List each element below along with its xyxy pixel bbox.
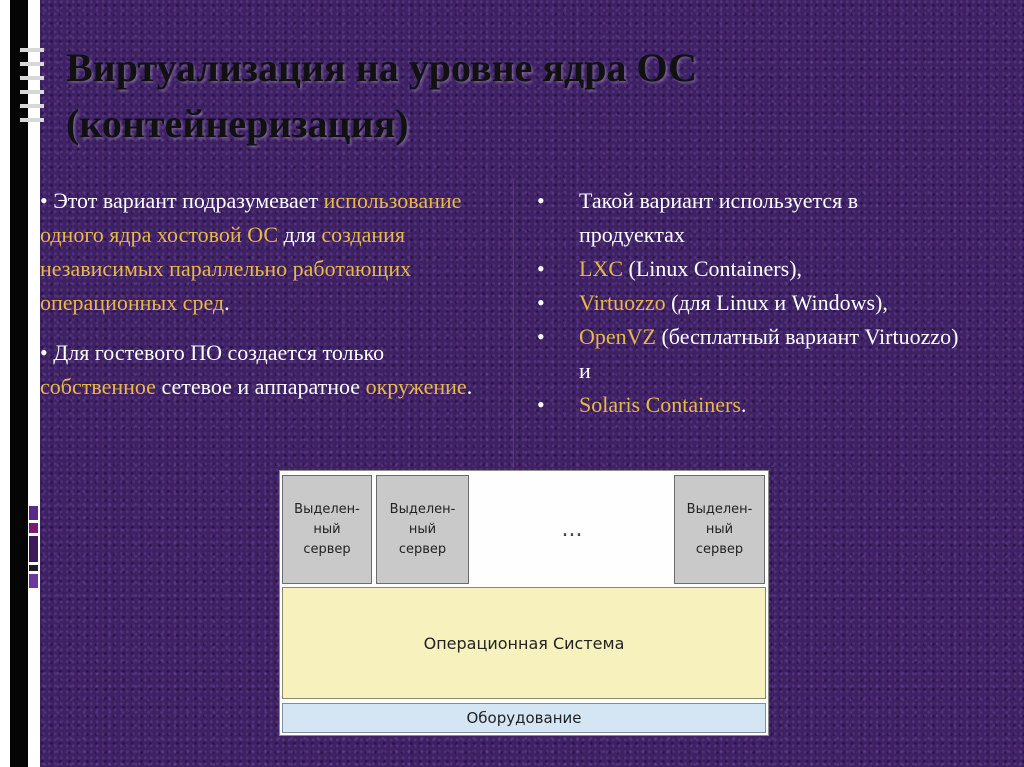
left-decor-accent bbox=[29, 506, 38, 520]
text-run: сетевое и аппаратное bbox=[155, 374, 366, 399]
operating-system-layer: Операционная Система bbox=[282, 587, 766, 699]
more-servers-ellipsis: ... bbox=[561, 517, 583, 542]
text-run: . bbox=[466, 374, 473, 399]
list-item bbox=[537, 388, 967, 422]
highlight-text: использование одного ядра хостовой ОС bbox=[40, 188, 462, 247]
highlight-text: создания независимых параллельно работающих операционных сред bbox=[40, 222, 412, 315]
left-text-column bbox=[40, 184, 500, 420]
product-name: LXC bbox=[579, 256, 623, 281]
bullet-marker: • bbox=[40, 188, 48, 213]
slide-title-line2: (контейнеризация) bbox=[66, 101, 409, 146]
text-run: . bbox=[740, 392, 747, 417]
slide-title-line1: Виртуализация на уровне ядра ОС bbox=[66, 45, 697, 90]
dedicated-server-box: Выделен- ный сервер bbox=[376, 475, 469, 584]
slide-title bbox=[66, 40, 966, 152]
list-item bbox=[537, 184, 967, 252]
bullet-marker: • bbox=[537, 392, 545, 417]
text-run: для bbox=[278, 222, 322, 247]
left-decor-accent bbox=[29, 565, 38, 571]
dedicated-server-box: Выделен- ный сервер bbox=[282, 475, 372, 584]
bullet-marker: • bbox=[537, 324, 545, 349]
product-name: OpenVZ bbox=[579, 324, 656, 349]
list-item bbox=[537, 252, 967, 286]
highlight-text: собственное bbox=[40, 374, 156, 399]
text-run: . bbox=[224, 290, 230, 315]
text-run: (Linux Containers), bbox=[623, 256, 803, 281]
left-bullet-1 bbox=[40, 184, 500, 320]
product-name: Solaris Containers bbox=[579, 392, 741, 417]
highlight-text: окружение bbox=[365, 374, 467, 399]
title-decor-lines bbox=[20, 44, 44, 134]
bullet-marker: • bbox=[537, 290, 545, 315]
hardware-layer: Оборудование bbox=[282, 703, 766, 733]
list-item bbox=[537, 320, 967, 388]
right-text-column bbox=[537, 184, 967, 422]
left-decor-accent bbox=[29, 523, 38, 533]
product-name: Virtuozzo bbox=[579, 290, 666, 315]
bullet-marker: • bbox=[537, 256, 545, 281]
dedicated-server-box: Выделен- ный сервер bbox=[674, 475, 765, 584]
text-run: Для гостевого ПО создается только bbox=[47, 340, 385, 365]
text-run: Такой вариант используется в продуектах bbox=[579, 188, 859, 247]
text-run: (бесплатный вариант Virtuozzo) и bbox=[579, 324, 959, 383]
bullet-marker: • bbox=[537, 188, 545, 213]
bullet-marker: • bbox=[40, 340, 48, 365]
product-list bbox=[537, 184, 967, 422]
left-decor-accent bbox=[29, 574, 38, 588]
text-run: (для Linux и Windows), bbox=[665, 290, 888, 315]
left-bullet-2 bbox=[40, 336, 500, 404]
column-divider bbox=[513, 182, 514, 468]
left-decor-accent bbox=[29, 536, 38, 562]
architecture-diagram bbox=[279, 470, 769, 736]
list-item bbox=[537, 286, 967, 320]
text-run: Этот вариант подразумевает bbox=[47, 188, 324, 213]
